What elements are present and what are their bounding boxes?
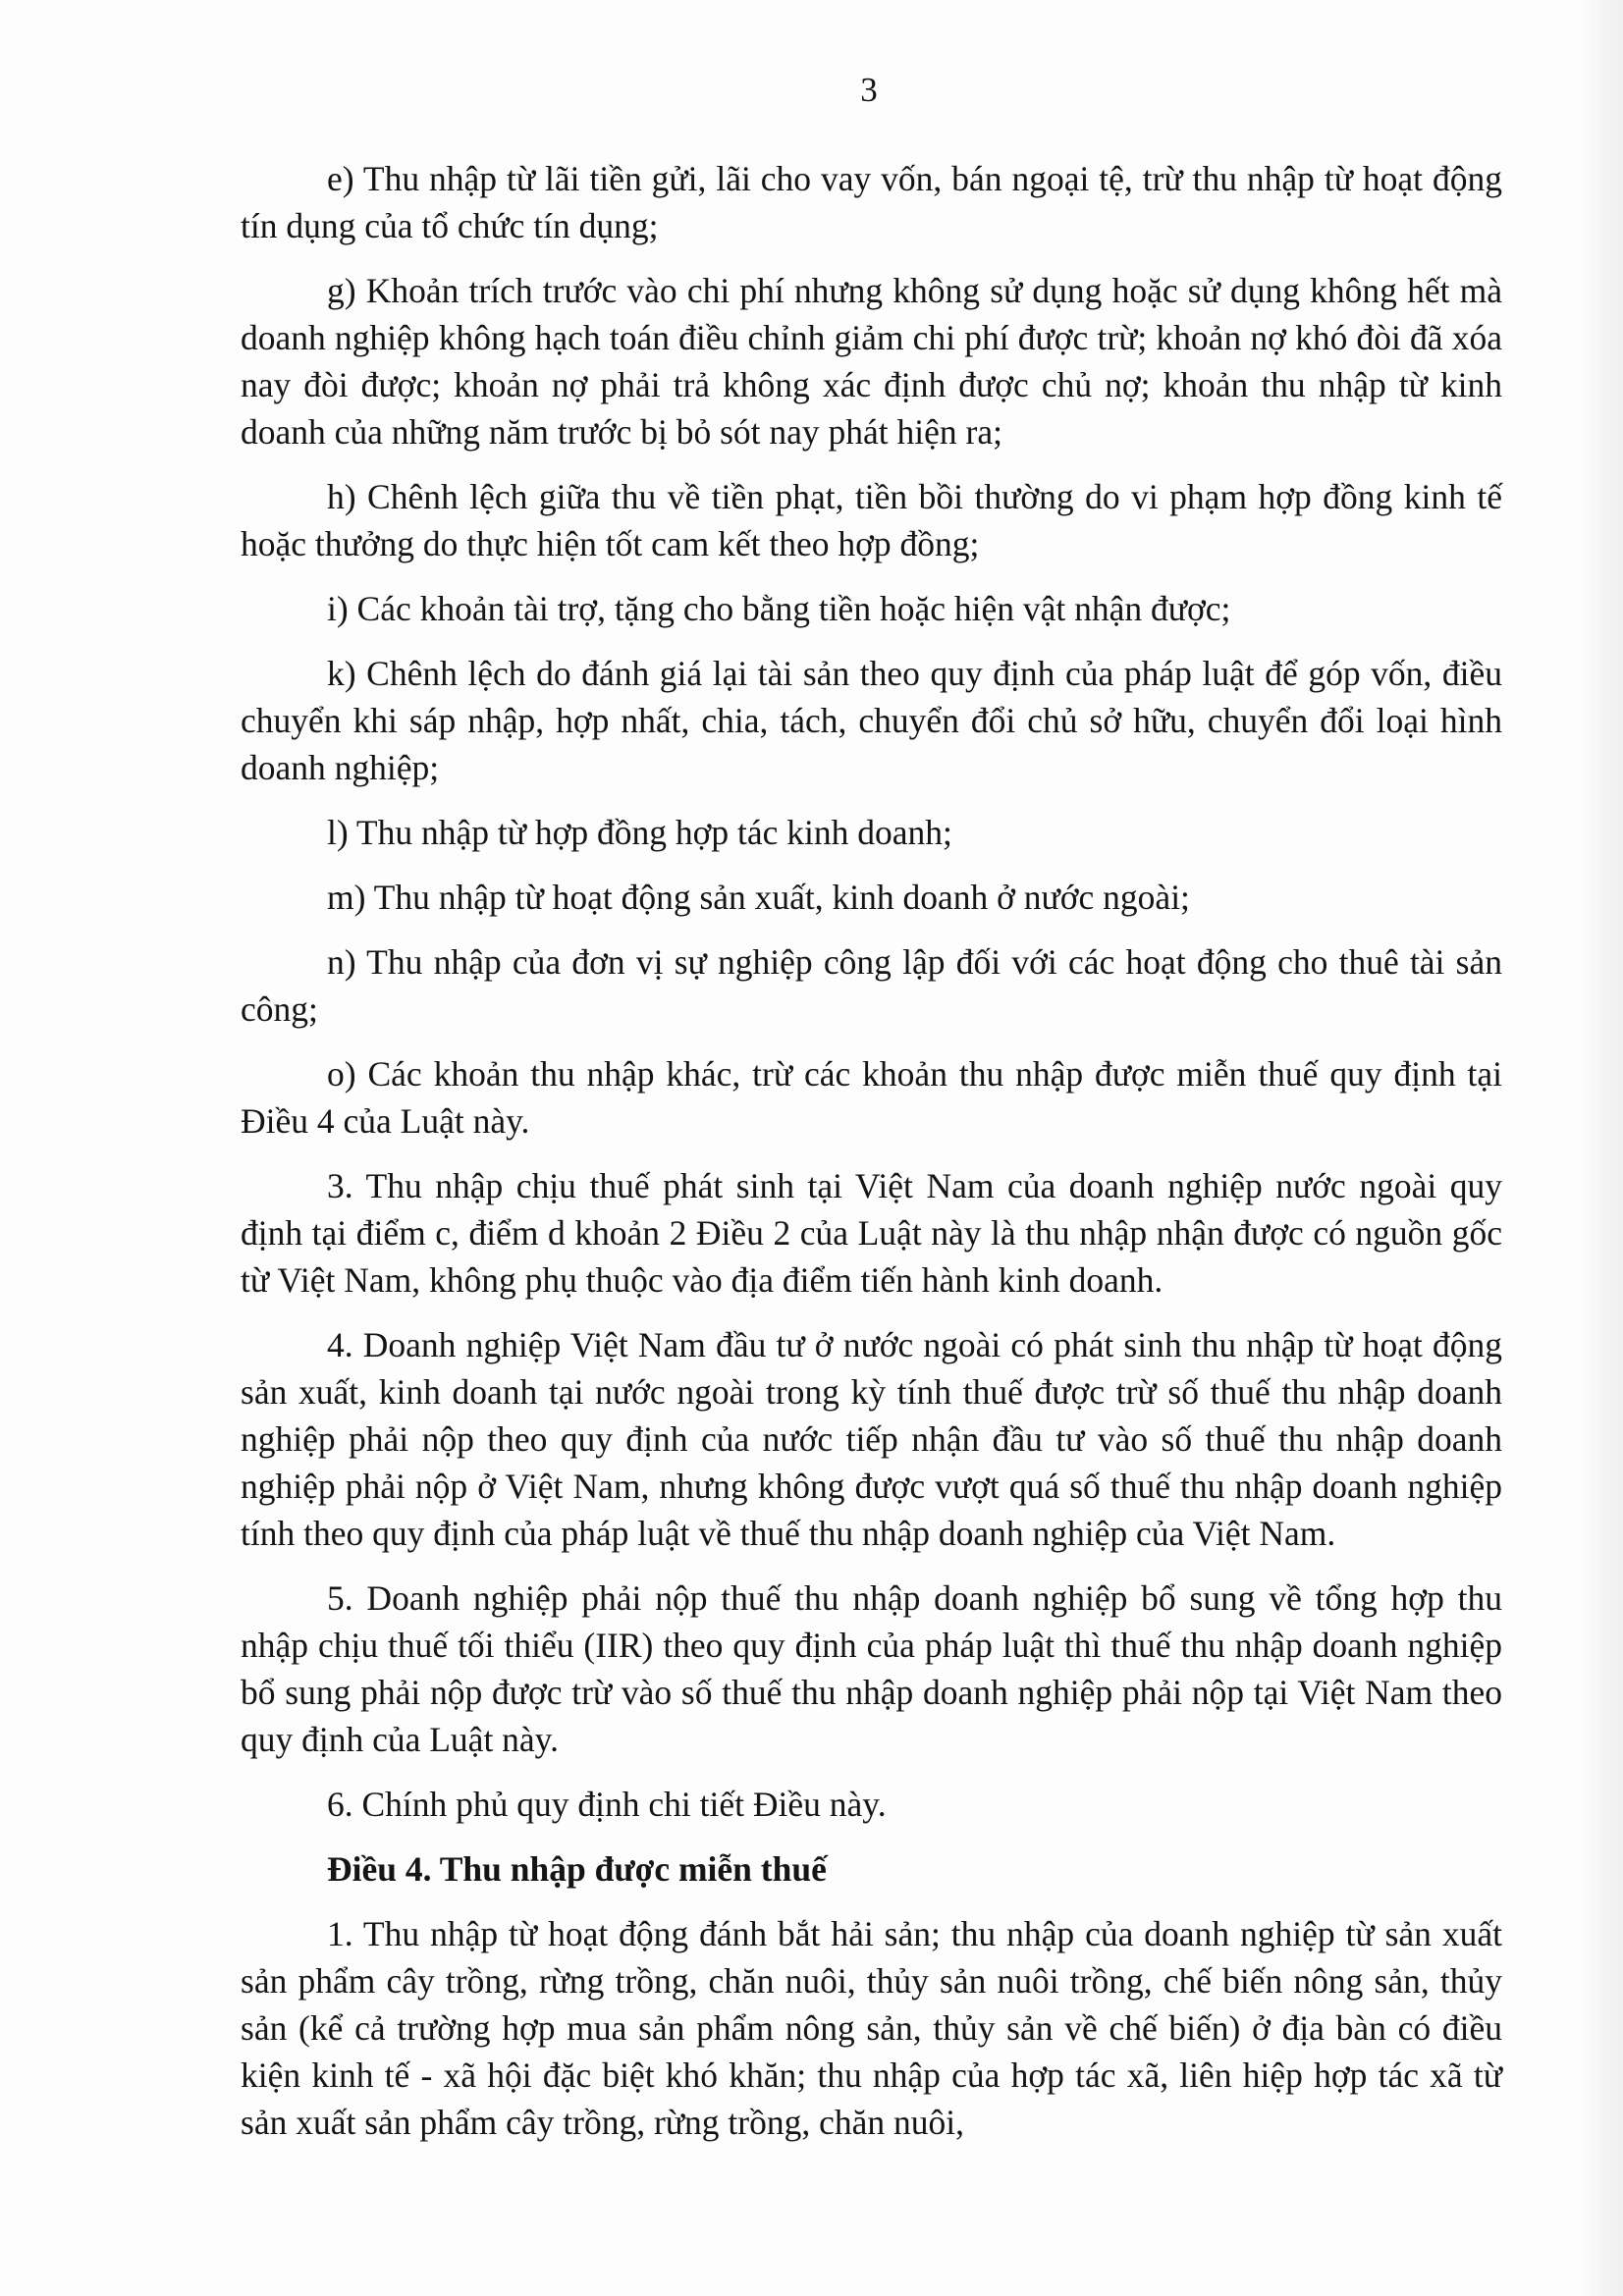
article-4-clause-1: 1. Thu nhập từ hoạt động đánh bắt hải sản; thu nhập của doanh nghiệp từ sản xuất sản phẩm cây trồng, rừng trồng, chăn nuôi, thủy sản nuôi trồng, chế biến nông sản, thủy sản (kể cả trường hợp mua sản phẩm nông sản, thủy sản về chế biến) ở địa bàn có điều kiện kinh tế - xã hội đặc biệt khó khăn; thu nhập của hợp tác xã, liên hiệp hợp tác xã từ sản xuất sản phẩm cây trồng, rừng trồng, chăn nuôi, bbox=[241, 1914, 1502, 2142]
paragraph-l: l) Thu nhập từ hợp đồng hợp tác kinh doanh; bbox=[327, 813, 952, 852]
paragraph-m: m) Thu nhập từ hoạt động sản xuất, kinh doanh ở nước ngoài; bbox=[327, 878, 1190, 917]
paragraph-h: h) Chênh lệch giữa thu về tiền phạt, tiền bồi thường do vi phạm hợp đồng kinh tế hoặc thưởng do thực hiện tốt cam kết theo hợp đồng; bbox=[241, 477, 1502, 563]
paragraph-g: g) Khoản trích trước vào chi phí nhưng không sử dụng hoặc sử dụng không hết mà doanh nghiệp không hạch toán điều chỉnh giảm chi phí được trừ; khoản nợ khó đòi đã xóa nay đòi được; khoản nợ phải trả không xác định được chủ nợ; khoản thu nhập từ kinh doanh của những năm trước bị bỏ sót nay phát hiện ra; bbox=[241, 271, 1502, 452]
page-number: 3 bbox=[860, 71, 878, 109]
page-edge-shadow bbox=[1576, 0, 1623, 2296]
clause-3: 3. Thu nhập chịu thuế phát sinh tại Việt Nam của doanh nghiệp nước ngoài quy định tại điểm c, điểm d khoản 2 Điều 2 của Luật này là thu nhập nhận được có nguồn gốc từ Việt Nam, không phụ thuộc vào địa điểm tiến hành kinh doanh. bbox=[241, 1166, 1502, 1300]
paragraph-k: k) Chênh lệch do đánh giá lại tài sản theo quy định của pháp luật để góp vốn, điều chuyển khi sáp nhập, hợp nhất, chia, tách, chuyển đổi chủ sở hữu, chuyển đổi loại hình doanh nghiệp; bbox=[241, 654, 1502, 787]
paragraph-i: i) Các khoản tài trợ, tặng cho bằng tiền hoặc hiện vật nhận được; bbox=[327, 589, 1231, 628]
document-body bbox=[241, 155, 1502, 2163]
paragraph-n: n) Thu nhập của đơn vị sự nghiệp công lập đối với các hoạt động cho thuê tài sản công; bbox=[241, 942, 1502, 1029]
paragraph-o: o) Các khoản thu nhập khác, trừ các khoản thu nhập được miễn thuế quy định tại Điều 4 của Luật này. bbox=[241, 1054, 1502, 1141]
clause-5: 5. Doanh nghiệp phải nộp thuế thu nhập doanh nghiệp bổ sung về tổng hợp thu nhập chịu thuế tối thiểu (IIR) theo quy định của pháp luật thì thuế thu nhập doanh nghiệp bổ sung phải nộp được trừ vào số thuế thu nhập doanh nghiệp phải nộp tại Việt Nam theo quy định của Luật này. bbox=[241, 1578, 1502, 1759]
paragraph-e: e) Thu nhập từ lãi tiền gửi, lãi cho vay vốn, bán ngoại tệ, trừ thu nhập từ hoạt động tín dụng của tổ chức tín dụng; bbox=[241, 159, 1502, 245]
article-4-heading: Điều 4. Thu nhập được miễn thuế bbox=[327, 1849, 827, 1889]
clause-6: 6. Chính phủ quy định chi tiết Điều này. bbox=[327, 1785, 887, 1824]
clause-4: 4. Doanh nghiệp Việt Nam đầu tư ở nước ngoài có phát sinh thu nhập từ hoạt động sản xuất, kinh doanh tại nước ngoài trong kỳ tính thuế được trừ số thuế thu nhập doanh nghiệp phải nộp theo quy định của nước tiếp nhận đầu tư vào số thuế thu nhập doanh nghiệp phải nộp ở Việt Nam, nhưng không được vượt quá số thuế thu nhập doanh nghiệp tính theo quy định của pháp luật về thuế thu nhập doanh nghiệp của Việt Nam. bbox=[241, 1325, 1502, 1553]
